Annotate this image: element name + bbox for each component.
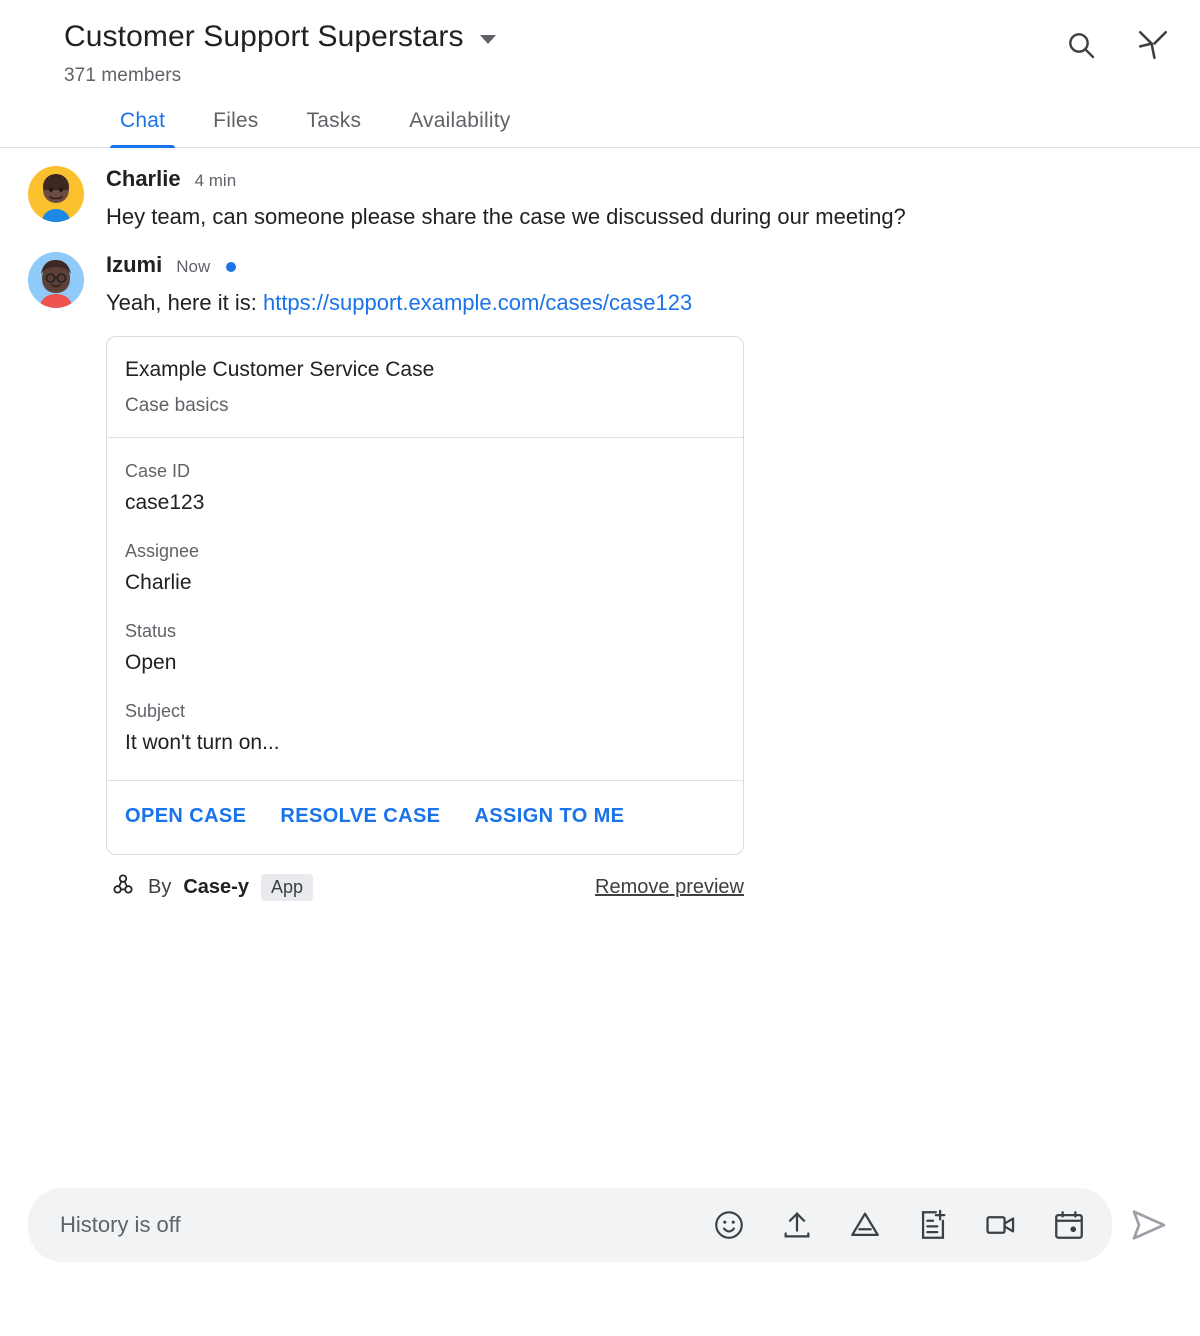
tab-availability[interactable]: Availability — [409, 109, 511, 132]
message-text-prefix: Yeah, here it is: — [106, 290, 263, 315]
message-sender: Izumi — [106, 252, 163, 277]
card-subtitle: Case basics — [125, 395, 229, 416]
room-title-row[interactable] — [64, 18, 1172, 56]
unread-indicator-icon — [226, 262, 236, 272]
message-item — [28, 252, 1172, 903]
message-list — [0, 148, 1200, 903]
message-body — [106, 166, 1172, 234]
member-count: 371 members — [64, 65, 182, 86]
message-sender: Charlie — [106, 166, 181, 191]
attribution-left — [110, 871, 313, 903]
header-actions — [1064, 28, 1170, 62]
card-title: Example Customer Service Case — [125, 358, 435, 381]
app-badge: App — [261, 874, 313, 901]
field-value: Charlie — [125, 571, 192, 594]
video-icon[interactable] — [984, 1208, 1018, 1242]
avatar[interactable] — [28, 166, 84, 222]
remove-preview-button[interactable]: Remove preview — [595, 875, 744, 898]
field-status — [125, 618, 725, 678]
message-timestamp: Now — [176, 257, 211, 276]
message-timestamp: 4 min — [194, 171, 237, 190]
message-header — [106, 252, 1172, 278]
composer[interactable] — [28, 1188, 1112, 1262]
message-item — [28, 166, 1172, 234]
message-input[interactable] — [58, 1211, 712, 1239]
field-value: Open — [125, 651, 177, 674]
chat-header — [0, 0, 1200, 87]
message-text — [106, 286, 996, 320]
assign-to-me-button[interactable]: ASSIGN TO ME — [474, 805, 625, 827]
page-title: Customer Support Superstars — [64, 20, 464, 53]
field-label: Status — [125, 621, 177, 641]
message-body — [106, 252, 1172, 903]
doc-add-icon[interactable] — [916, 1208, 950, 1242]
field-case-id — [125, 458, 725, 518]
message-text: Hey team, can someone please share the case we discussed during our meeting? — [106, 204, 906, 229]
attribution-by: By — [148, 875, 172, 898]
field-value: It won't turn on... — [125, 731, 280, 754]
field-label: Assignee — [125, 541, 200, 561]
card-actions — [107, 781, 743, 854]
case-preview-card — [106, 336, 744, 855]
tab-tasks[interactable]: Tasks — [306, 109, 362, 132]
search-icon[interactable] — [1064, 28, 1098, 62]
drive-icon[interactable] — [848, 1208, 882, 1242]
card-fields — [107, 438, 743, 781]
send-icon[interactable] — [1126, 1202, 1172, 1248]
open-case-button[interactable]: OPEN CASE — [125, 805, 247, 827]
collapse-icon[interactable] — [1136, 28, 1170, 62]
field-label: Case ID — [125, 461, 191, 481]
emoji-icon[interactable] — [712, 1208, 746, 1242]
field-label: Subject — [125, 701, 186, 721]
field-value: case123 — [125, 491, 205, 514]
card-header — [107, 337, 743, 438]
chevron-down-icon[interactable] — [480, 35, 496, 44]
tab-bar — [0, 87, 1200, 148]
case-link[interactable]: https://support.example.com/cases/case123 — [262, 290, 693, 315]
field-subject — [125, 698, 725, 758]
avatar[interactable] — [28, 252, 84, 308]
card-attribution — [106, 871, 744, 903]
message-header — [106, 166, 1172, 192]
resolve-case-button[interactable]: RESOLVE CASE — [280, 805, 441, 827]
upload-icon[interactable] — [780, 1208, 814, 1242]
calendar-icon[interactable] — [1052, 1208, 1086, 1242]
field-assignee — [125, 538, 725, 598]
tab-chat[interactable]: Chat — [96, 109, 189, 147]
composer-bar — [0, 1188, 1200, 1262]
attribution-app-name: Case-y — [183, 875, 249, 898]
tab-files[interactable]: Files — [213, 109, 259, 132]
webhook-icon — [110, 871, 136, 903]
composer-icons — [712, 1208, 1086, 1242]
